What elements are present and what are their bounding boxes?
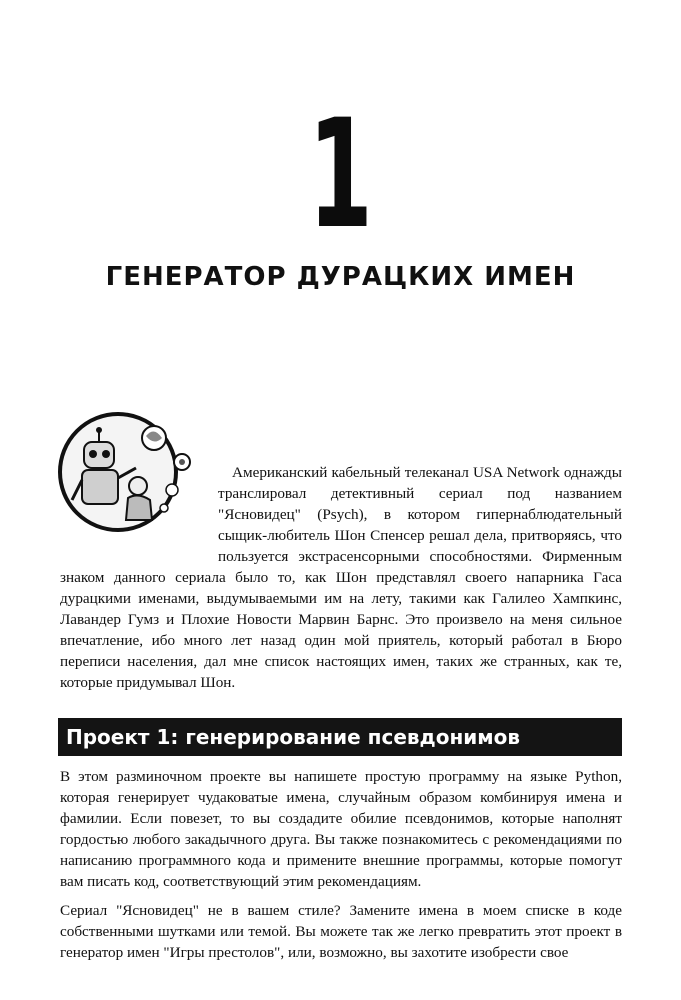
- chapter-title: ГЕНЕРАТОР ДУРАЦКИХ ИМЕН: [105, 262, 576, 292]
- intro-paragraph: [60, 462, 622, 693]
- chapter-number: 1: [308, 88, 373, 262]
- section-paragraph-2: Сериал "Ясновидец" не в вашем стиле? Замените имена в моем списке в коде собственными шутками или темой. Вы можете так же легко превратить этот проект в генератор имен "Игры престолов", или, возможно, вы захотите изобрести свое: [60, 902, 622, 961]
- illustration-wrap-space: [60, 462, 218, 548]
- intro-text: Американский кабельный телеканал USA Network однажды транслировал детективный сериал под названием "Ясновидец" (Psych), в котором гипернаблюдательный сыщик-любитель Шон Спенсер решал дела, притворяясь, что пользуется экстрасенсорными способностями. Фирменным знаком данного сериала было то, как Шон представлял своего напарника Гаса дурацкими именами, выдумываемыми им на лету, такими как Галилео Хампкинс, Лавандер Гумз и Плохие Новости Марвин Барнс. Это произвело на меня сильное впечатление, ибо много лет назад один мой приятель, который работал в Бюро переписи населения, дал мне список настоящих имен, таких же странных, как те, которые придумывал Шон.: [60, 464, 622, 691]
- section-paragraph-1: В этом разминочном проекте вы напишете простую программу на языке Python, которая генерирует чудаковатые имена, случайным образом комбинируя имена и фамилии. Если повезет, то вы создадите обилие псевдонимов, которые наполнят гордостью любого закадычного друга. Вы также познакомитесь с рекомендациями по написанию программного кода и примените внешние программы, которые помогут вам писать код, соответствующий этим рекомендациям.: [60, 768, 622, 890]
- section-body: [60, 766, 622, 971]
- section-heading: Проект 1: генерирование псевдонимов: [58, 718, 622, 756]
